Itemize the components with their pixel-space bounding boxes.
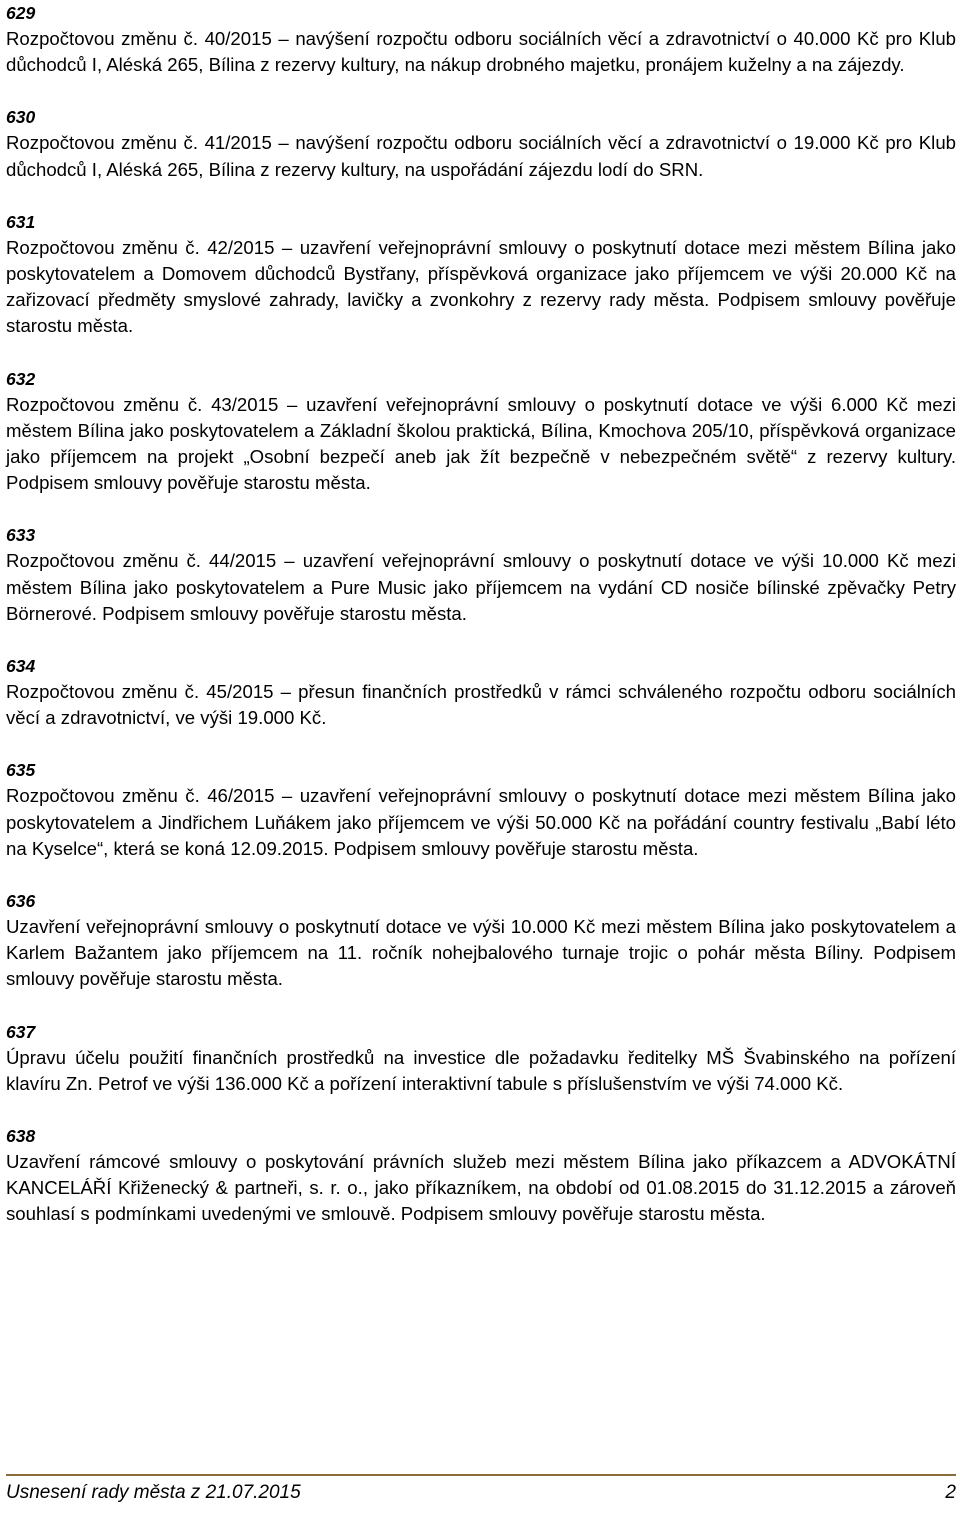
resolution-number: 636 xyxy=(6,891,36,912)
resolution-number: 633 xyxy=(6,525,36,546)
footer-title: Usnesení rady města z 21.07.2015 xyxy=(6,1482,301,1503)
resolution-635 xyxy=(6,757,956,862)
resolution-638 xyxy=(6,1123,956,1228)
resolution-text: Úpravu účelu použití finančních prostředků na investice dle požadavku ředitelky MŠ Švabinského na pořízení klavíru Zn. Petrof ve výši 136.000 Kč a pořízení interaktivní tabule s příslušenstvím ve výši 74.000 Kč. xyxy=(6,1046,956,1094)
resolution-631 xyxy=(6,209,956,340)
resolution-number: 634 xyxy=(6,656,36,677)
resolution-630 xyxy=(6,104,956,182)
resolution-text: Uzavření rámcové smlouvy o poskytování právních služeb mezi městem Bílina jako příkazcem a ADVOKÁTNÍ KANCELÁŘÍ Křiženecký & partneři, s. r. o., jako příkazníkem, na období od 01.08.2015 do 31.12.2015 a zároveň souhlasí s podmínkami uvedenými ve smlouvě. Podpisem smlouvy pověřuje starostu města. xyxy=(6,1151,956,1225)
resolution-number: 637 xyxy=(6,1021,36,1042)
resolution-637 xyxy=(6,1019,956,1097)
resolution-text: Rozpočtovou změnu č. 43/2015 – uzavření veřejnoprávní smlouvy o poskytnutí dotace ve výši 6.000 Kč mezi městem Bílina jako poskytovatelem a Základní školou praktická, Bílina, Kmochova 205/10, příspěvková organizace jako příjemcem na projekt „Osobní bezpečí aneb jak žít bezpečně v nebezpečném světě“ z rezervy kultury. Podpisem smlouvy pověřuje starostu města. xyxy=(6,393,956,494)
spacer xyxy=(6,627,956,653)
spacer xyxy=(6,1097,956,1123)
resolution-text: Rozpočtovou změnu č. 45/2015 – přesun finančních prostředků v rámci schváleného rozpočtu odboru sociálních věcí a zdravotnictví, ve výši 19.000 Kč. xyxy=(6,681,956,729)
resolution-629 xyxy=(6,0,956,78)
resolution-number: 631 xyxy=(6,211,36,232)
resolution-636 xyxy=(6,888,956,993)
resolution-text: Uzavření veřejnoprávní smlouvy o poskytnutí dotace ve výši 10.000 Kč mezi městem Bílina jako poskytovatelem a Karlem Bažantem jako příjemcem na 11. ročník nohejbalového turnaje trojic o pohár města Bíliny. Podpisem smlouvy pověřuje starostu města. xyxy=(6,916,956,990)
resolution-number: 635 xyxy=(6,760,36,781)
resolution-634 xyxy=(6,653,956,731)
resolution-number: 630 xyxy=(6,107,36,128)
resolution-number: 638 xyxy=(6,1126,36,1147)
spacer xyxy=(6,993,956,1019)
page-number: 2 xyxy=(945,1482,956,1503)
spacer xyxy=(6,78,956,104)
spacer xyxy=(6,862,956,888)
resolution-text: Rozpočtovou změnu č. 42/2015 – uzavření veřejnoprávní smlouvy o poskytnutí dotace mezi městem Bílina jako poskytovatelem a Domovem důchodců Bystřany, příspěvková organizace jako příjemcem ve výši 20.000 Kč na zařizovací předměty smyslové zahrady, lavičky a zvonkohry z rezervy rady města. Podpisem smlouvy pověřuje starostu města. xyxy=(6,236,956,337)
spacer xyxy=(6,731,956,757)
spacer xyxy=(6,183,956,209)
spacer xyxy=(6,340,956,366)
document-body xyxy=(6,0,956,1228)
resolution-number: 629 xyxy=(6,3,36,23)
resolution-text: Rozpočtovou změnu č. 46/2015 – uzavření veřejnoprávní smlouvy o poskytnutí dotace mezi městem Bílina jako poskytovatelem a Jindřichem Luňákem jako příjemcem ve výši 50.000 Kč na pořádání country festivalu „Babí léto na Kyselce“, která se koná 12.09.2015. Podpisem smlouvy pověřuje starostu města. xyxy=(6,785,956,859)
resolution-number: 632 xyxy=(6,368,36,389)
resolution-text: Rozpočtovou změnu č. 44/2015 – uzavření veřejnoprávní smlouvy o poskytnutí dotace ve výši 10.000 Kč mezi městem Bílina jako poskytovatelem a Pure Music jako příjemcem na vydání CD nosiče bílinské zpěvačky Petry Börnerové. Podpisem smlouvy pověřuje starostu města. xyxy=(6,550,956,624)
resolution-text: Rozpočtovou změnu č. 41/2015 – navýšení rozpočtu odboru sociálních věcí a zdravotnictví o 19.000 Kč pro Klub důchodců I, Aléská 265, Bílina z rezervy kultury, na uspořádání zájezdu lodí do SRN. xyxy=(6,132,956,180)
spacer xyxy=(6,496,956,522)
resolution-632 xyxy=(6,366,956,497)
page-footer xyxy=(6,1474,956,1506)
resolution-text: Rozpočtovou změnu č. 40/2015 – navýšení rozpočtu odboru sociálních věcí a zdravotnictví o 40.000 Kč pro Klub důchodců I, Aléská 265, Bílina z rezervy kultury, na nákup drobného majetku, pronájem kuželny a na zájezdy. xyxy=(6,28,956,76)
resolution-633 xyxy=(6,522,956,627)
